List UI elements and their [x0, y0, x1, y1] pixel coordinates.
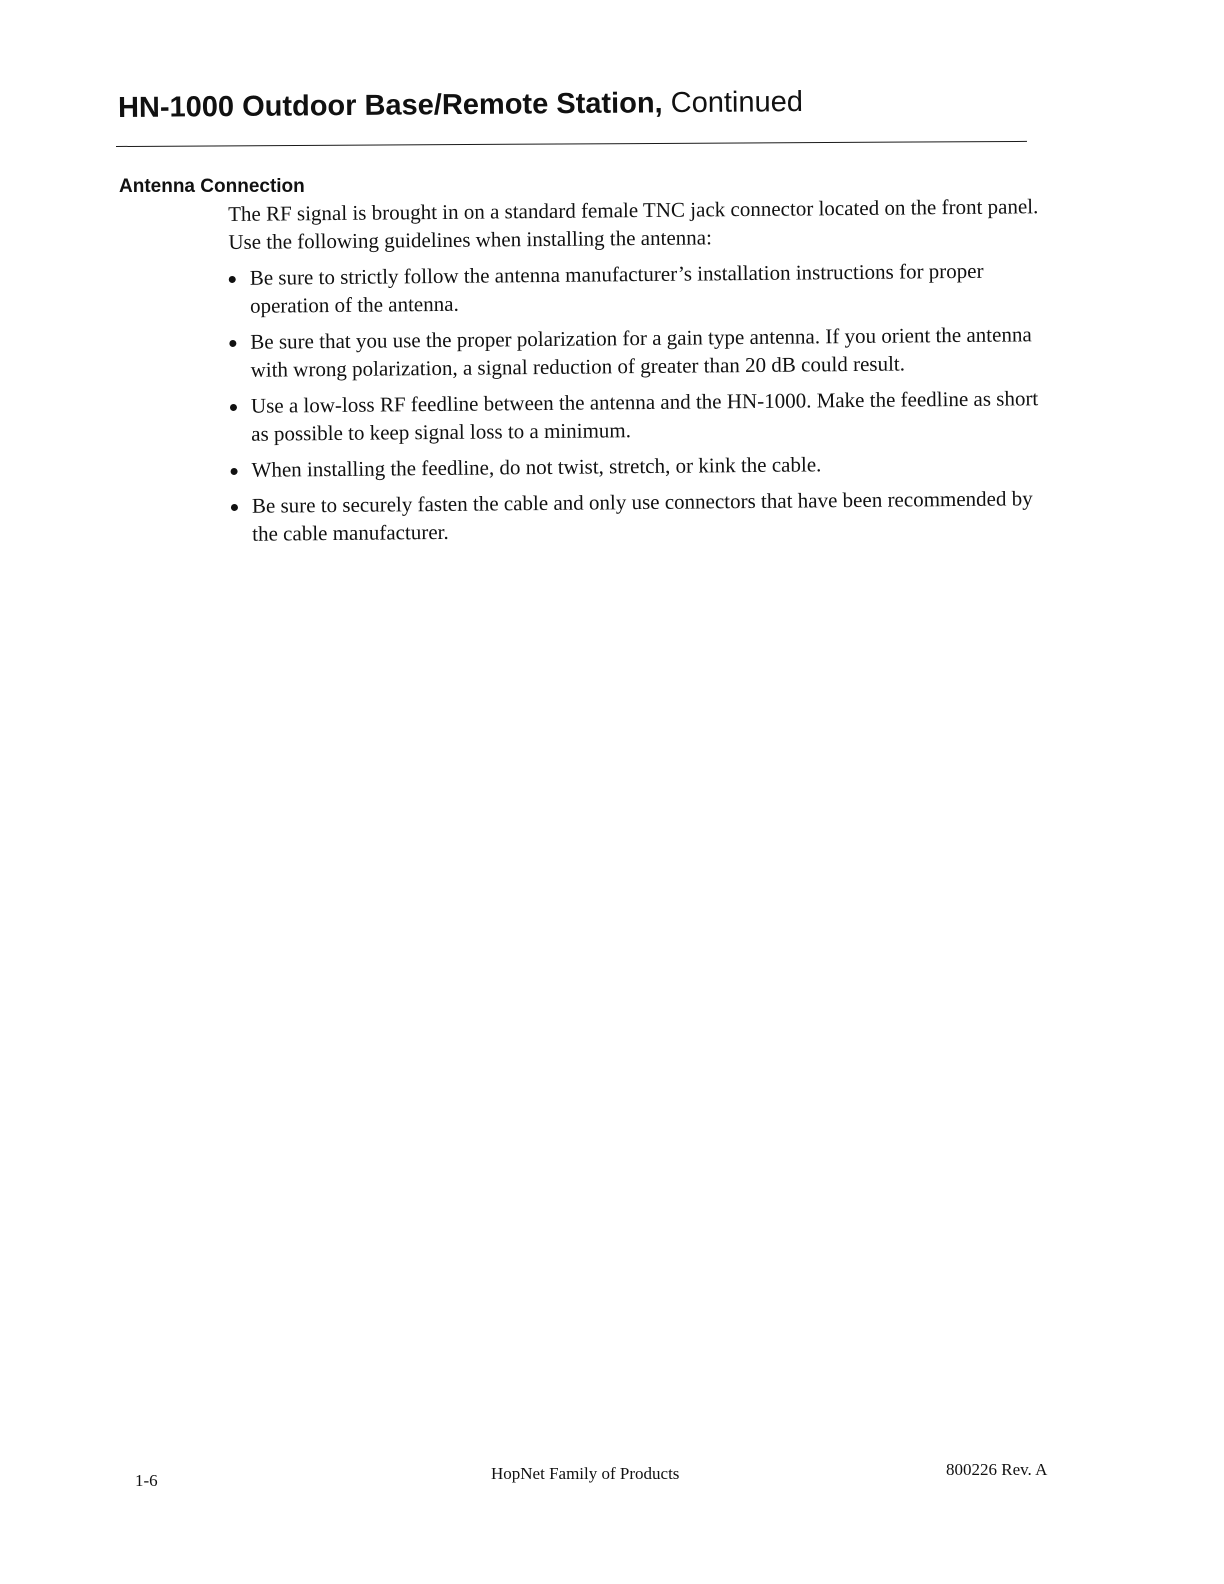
list-item [229, 320, 1049, 384]
guidelines-list [229, 256, 1052, 548]
list-item-text: Be sure to securely fasten the cable and only use connectors that have been recommended by the cable manufacturer. [251, 486, 1033, 546]
bullet-icon [229, 276, 236, 283]
list-item-text: Use a low-loss RF feedline between the antenna and the HN-1000. Make the feedline as short as possible to keep signal loss to a minimum. [250, 386, 1039, 446]
footer-doc-number: 800226 Rev. A [946, 1460, 1048, 1479]
list-item [230, 448, 1050, 484]
footer-product-family: HopNet Family of Products [491, 1464, 680, 1483]
list-item [229, 256, 1049, 320]
section-body [228, 192, 1051, 556]
list-item [231, 484, 1051, 548]
footer-page-number: 1-6 [135, 1471, 158, 1490]
title-continued: Continued [670, 86, 804, 120]
list-item [230, 384, 1050, 448]
list-item-text: Be sure that you use the proper polarization for a gain type antenna. If you orient the antenna with wrong polarization, a signal reduction of greater than 20 dB could result. [250, 322, 1032, 382]
list-item-text: When installing the feedline, do not twist, stretch, or kink the cable. [251, 452, 822, 482]
page-title [118, 82, 803, 128]
bullet-icon [231, 504, 238, 511]
bullet-icon [231, 468, 238, 475]
section-heading: Antenna Connection [119, 176, 305, 197]
bullet-icon [230, 404, 237, 411]
intro-paragraph: The RF signal is brought in on a standard female TNC jack connector located on the front panel. Use the following guidelines when installing the antenna: [228, 194, 1039, 254]
title-divider [116, 141, 1027, 147]
list-item-text: Be sure to strictly follow the antenna manufacturer’s installation instructions for proper operation of the antenna. [249, 258, 984, 318]
bullet-icon [229, 340, 236, 347]
title-main: HN-1000 Outdoor Base/Remote Station, [117, 87, 663, 124]
